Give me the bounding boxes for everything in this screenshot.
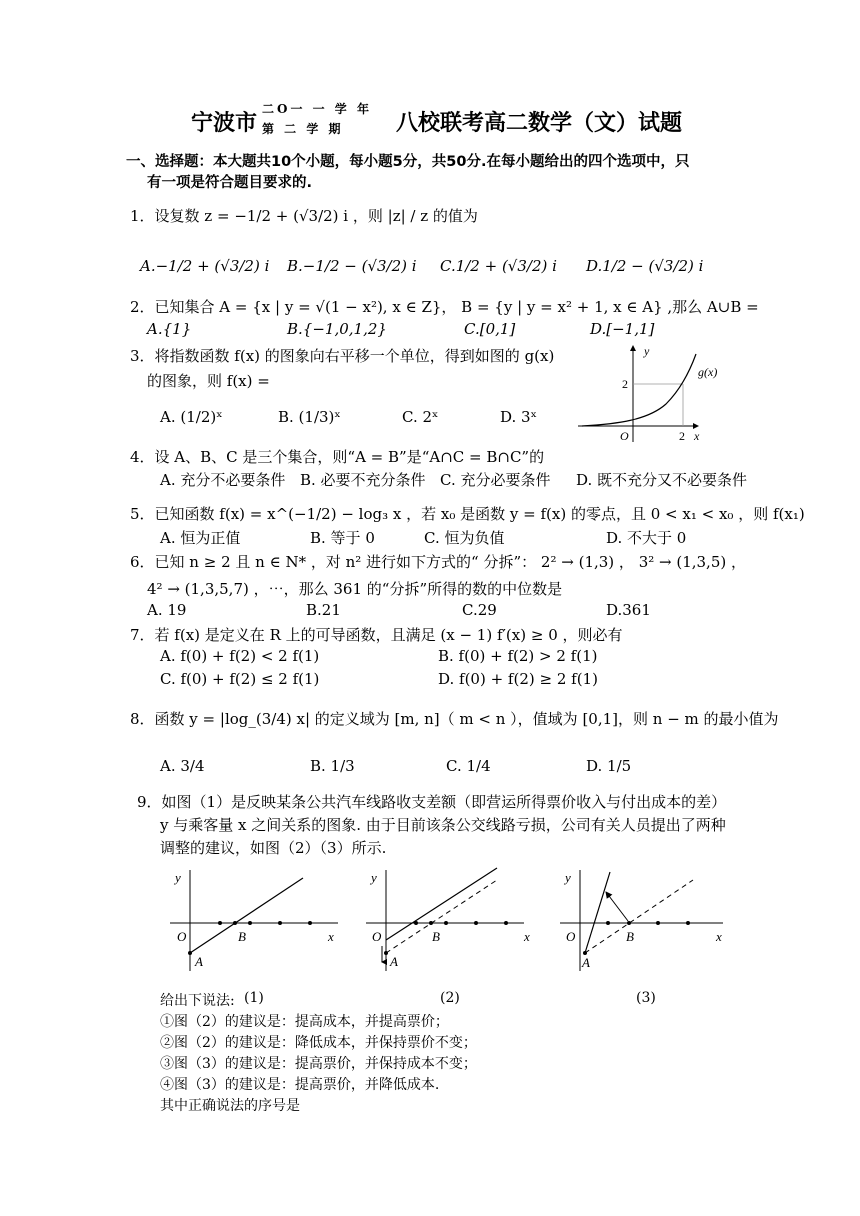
question-4-option-c: C. 充分必要条件 <box>440 471 551 489</box>
question-1-option-d: D.1/2 − (√3/2) i <box>586 257 704 275</box>
tick-dot <box>474 921 478 925</box>
question-2-option-d: D.[−1,1] <box>590 320 655 338</box>
question-8-stem: 8．函数 y = |log_(3/4) x| 的定义域为 [m, n]（ m < n ），值域为 [0,1]，则 n − m 的最小值为 <box>130 710 779 728</box>
question-7-option-d: D. f(0) + f(2) ≥ 2 f(1) <box>438 670 598 688</box>
title-suffix: 八校联考高二数学（文）试题 <box>396 111 683 136</box>
tick-dot <box>504 921 508 925</box>
tick-dot <box>278 921 282 925</box>
origin-label: O <box>620 429 629 443</box>
question-5-option-b: B. 等于 0 <box>310 529 375 547</box>
tick-y-label: 2 <box>622 377 628 391</box>
line-new <box>386 868 497 940</box>
line-steep <box>585 872 610 953</box>
question-5-option-d: D. 不大于 0 <box>606 529 687 547</box>
school-year-bottom: 第 二 学 期 <box>262 122 344 136</box>
section-heading-line1: 一、选择题：本大题共10个小题，每小题5分，共50分.在每小题给出的四个选项中，只 <box>126 154 690 170</box>
q9-graph-1 <box>168 866 348 976</box>
question-9-stem-line1: 9．如图（1）是反映某条公共汽车线路收支差额（即营运所得票价收入与付出成本的差） <box>137 793 727 811</box>
question-3-option-d: D. 3ˣ <box>500 408 537 426</box>
origin-label: O <box>566 929 576 944</box>
q9-statement-3: ③图（3）的建议是：提高票价，并保持成本不变； <box>160 1056 477 1072</box>
question-3-graph <box>578 340 718 445</box>
question-6-option-a: A. 19 <box>147 601 187 619</box>
school-year-top: 二O一 一 学 年 <box>262 102 372 116</box>
question-1-option-b: B.−1/2 − (√3/2) i <box>287 257 417 275</box>
line-original-dashed <box>585 880 693 953</box>
question-2-option-c: C.[0,1] <box>464 320 516 338</box>
y-label: y <box>371 870 377 885</box>
q9-statement-4: ④图（3）的建议是：提高票价，并降低成本. <box>160 1077 440 1093</box>
q9-intro: 给出下说法: <box>160 993 235 1009</box>
question-3-option-c: C. 2ˣ <box>402 408 439 426</box>
x-label: x <box>524 929 530 944</box>
section-heading-line2: 有一项是符合题目要求的. <box>147 175 313 191</box>
point-B <box>429 921 433 925</box>
tick-dot <box>308 921 312 925</box>
question-6-stem-line1: 6．已知 n ≥ 2 且 n ∈ N* ，对 n² 进行如下方式的“ 分拆”： 2² → (1,3) ， 3² → (1,3,5) ， <box>130 553 746 571</box>
q9-fig-label-3: (3) <box>636 990 656 1006</box>
tick-dot <box>656 921 660 925</box>
question-7-option-b: B. f(0) + f(2) > 2 f(1) <box>438 647 598 665</box>
tick-dot <box>606 921 610 925</box>
a-label: A <box>195 954 203 969</box>
question-4-option-b: B. 必要不充分条件 <box>300 471 426 489</box>
question-2-option-a: A.{1} <box>147 320 192 338</box>
question-7-option-c: C. f(0) + f(2) ≤ 2 f(1) <box>160 670 320 688</box>
line-1 <box>190 878 303 953</box>
x-axis-label: x <box>694 429 700 443</box>
question-8-option-d: D. 1/5 <box>586 757 632 775</box>
y-axis-label: y <box>644 344 650 358</box>
a-label: A <box>582 955 590 970</box>
question-3-stem-line1: 3．将指数函数 f(x) 的图象向右平移一个单位，得到如图的 g(x) <box>130 347 555 365</box>
q9-graph-3 <box>558 866 733 976</box>
q9-closing: 其中正确说法的序号是 <box>160 1098 300 1114</box>
b-label: B <box>626 929 634 944</box>
origin-label: O <box>372 929 382 944</box>
y-label: y <box>175 870 181 885</box>
y-label: y <box>565 870 571 885</box>
question-1-stem: 1．设复数 z = −1/2 + (√3/2) i ，则 |z| / z 的值为 <box>130 207 478 225</box>
question-5-option-c: C. 恒为负值 <box>424 529 505 547</box>
tick-dot <box>686 921 690 925</box>
question-8-option-c: C. 1/4 <box>446 757 491 775</box>
question-1-option-a: A.−1/2 + (√3/2) i <box>140 257 270 275</box>
title-prefix: 宁波市 <box>191 111 258 136</box>
question-9-stem-line2: y 与乘客量 x 之间关系的图象. 由于目前该条公交线路亏损，公司有关人员提出了两种 <box>160 816 726 834</box>
x-label: x <box>328 929 334 944</box>
q9-statement-1: ①图（2）的建议是：提高成本，并提高票价； <box>160 1014 449 1030</box>
question-7-option-a: A. f(0) + f(2) < 2 f(1) <box>160 647 320 665</box>
a-label: A <box>390 954 398 969</box>
curve-label: g(x) <box>698 365 718 379</box>
b-label: B <box>432 929 440 944</box>
question-4-option-a: A. 充分不必要条件 <box>160 471 286 489</box>
tick-dot <box>414 921 418 925</box>
q9-fig-label-1: (1) <box>244 990 264 1006</box>
point-A <box>384 951 388 955</box>
question-8-option-b: B. 1/3 <box>310 757 355 775</box>
tick-dot <box>444 921 448 925</box>
point-A <box>188 951 192 955</box>
tick-dot <box>248 921 252 925</box>
question-3-option-a: A. (1/2)ˣ <box>160 408 223 426</box>
b-label: B <box>238 929 246 944</box>
question-8-option-a: A. 3/4 <box>160 757 205 775</box>
origin-label: O <box>177 929 187 944</box>
question-6-option-c: C.29 <box>462 601 497 619</box>
question-9-stem-line3: 调整的建议，如图（2）（3）所示. <box>160 839 387 857</box>
question-4-option-d: D. 既不充分又不必要条件 <box>576 471 748 489</box>
question-6-stem-line2: 4² → (1,3,5,7) ，⋯，那么 361 的“分拆”所得的数的中位数是 <box>147 580 563 598</box>
question-3-stem-line2: 的图象，则 f(x) = <box>147 372 270 390</box>
question-4-stem: 4．设 A、B、C 是三个集合，则“A = B”是“A∩C = B∩C”的 <box>130 448 545 466</box>
line-original-dashed <box>386 880 497 953</box>
curve-g <box>582 354 696 426</box>
question-2-option-b: B.{−1,0,1,2} <box>287 320 387 338</box>
question-5-stem: 5．已知函数 f(x) = x^(−1/2) − log₃ x ，若 x₀ 是函数 y = f(x) 的零点，且 0 < x₁ < x₀ ，则 f(x₁) <box>130 505 805 523</box>
question-2-stem: 2．已知集合 A = {x | y = √(1 − x²), x ∈ Z}， B = {y | y = x² + 1, x ∈ A} ,那么 A∪B = <box>130 298 759 316</box>
question-7-stem: 7．若 f(x) 是定义在 R 上的可导函数，且满足 (x − 1) f′(x) ≥ 0 ，则必有 <box>130 626 623 644</box>
question-1-option-c: C.1/2 + (√3/2) i <box>440 257 557 275</box>
q9-fig-label-2: (2) <box>440 990 460 1006</box>
x-label: x <box>716 929 722 944</box>
tick-x-label: 2 <box>679 429 685 443</box>
tick-dot <box>218 921 222 925</box>
point-B <box>627 921 631 925</box>
question-5-option-a: A. 恒为正值 <box>160 529 241 547</box>
question-3-option-b: B. (1/3)ˣ <box>278 408 341 426</box>
q9-graph-2 <box>364 866 534 976</box>
question-6-option-b: B.21 <box>306 601 341 619</box>
question-6-option-d: D.361 <box>606 601 651 619</box>
point-B <box>233 921 237 925</box>
rotation-arrow <box>606 892 628 921</box>
q9-statement-2: ②图（2）的建议是：降低成本，并保持票价不变； <box>160 1035 477 1051</box>
